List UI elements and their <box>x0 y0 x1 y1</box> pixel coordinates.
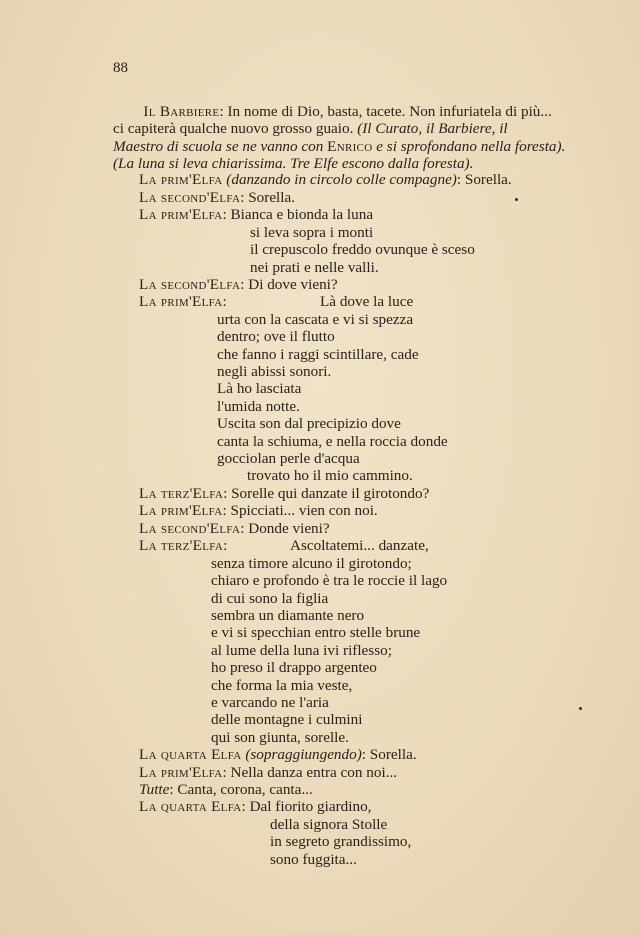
dialogue-line <box>139 520 330 537</box>
verse-line: qui son giunta, sorelle. <box>211 729 349 746</box>
verse-line: Uscita son dal precipizio dove <box>217 415 401 432</box>
dialogue-text: : Sorella. <box>456 171 512 188</box>
stage-direction: Maestro di scuola se ne vanno con <box>113 137 328 155</box>
speaker-name: La quarta Elfa <box>139 746 242 763</box>
prose-line <box>113 103 591 120</box>
speaker-name: Tutte <box>139 781 170 798</box>
dialogue-text: : Nella danza entra con noi... <box>222 764 398 781</box>
character-name: Enrico <box>327 137 373 155</box>
dialogue-text: : <box>223 537 228 554</box>
stage-direction: (sopraggiungendo) <box>245 746 362 763</box>
dialogue-line <box>139 746 417 763</box>
verse-line: Là ho lasciata <box>217 380 302 397</box>
dialogue-line <box>139 537 227 554</box>
verse-line: chiaro e profondo è tra le roccie il lago <box>211 572 448 589</box>
dialogue-text: : Bianca e bionda la luna <box>222 206 374 223</box>
stage-direction: (danzando in circolo colle compagne) <box>226 171 457 188</box>
verse-line: ho preso il drappo argenteo <box>211 659 377 676</box>
verse-line: senza timore alcuno il girotondo; <box>211 555 412 572</box>
speaker-name: La prim'Elfa <box>139 293 223 310</box>
dialogue-text: : Dal fiorito giardino, <box>241 798 372 815</box>
dialogue-text: : Spicciati... vien con noi. <box>222 502 378 519</box>
verse-line: sembra un diamante nero <box>211 607 365 624</box>
speaker-name: La prim'Elfa <box>139 171 223 188</box>
dialogue-line <box>139 276 338 293</box>
dialogue-text: : Donde vieni? <box>240 520 330 537</box>
prose-paragraph <box>113 103 591 173</box>
verse-line: trovato ho il mio cammino. <box>247 467 413 484</box>
speaker-name: La second'Elfa <box>139 276 241 293</box>
dialogue-text: : Canta, corona, canta... <box>169 781 313 798</box>
verse-line: nei prati e nelle valli. <box>250 259 379 276</box>
prose-line <box>113 138 591 155</box>
dialogue-text: : <box>222 293 227 310</box>
verse-line: e varcando ne l'aria <box>211 694 329 711</box>
paper-speck <box>515 198 518 201</box>
dialogue-line <box>139 764 397 781</box>
speaker-name: La terz'Elfa <box>139 485 224 502</box>
dialogue-line <box>139 293 227 310</box>
verse-line: Là dove la luce <box>320 293 414 310</box>
dialogue-text: : Sorella. <box>361 746 417 763</box>
verse-line: che fanno i raggi scintillare, cade <box>217 346 419 363</box>
verse-line: Ascoltatemi... danzate, <box>290 537 429 554</box>
dialogue-text: : Sorelle qui danzate il girotondo? <box>223 485 430 502</box>
page-number: 88 <box>113 60 128 76</box>
verse-line: delle montagne i culmini <box>211 711 363 728</box>
speaker-name: La second'Elfa <box>139 189 241 206</box>
dialogue-line <box>139 781 313 798</box>
speaker-name: La quarta Elfa <box>139 798 242 815</box>
verse-line: l'umida notte. <box>217 398 300 415</box>
dialogue-text: : Sorella. <box>240 189 296 206</box>
verse-line: negli abissi sonori. <box>217 363 332 380</box>
dialogue-text: : Di dove vieni? <box>240 276 338 293</box>
verse-line: della signora Stolle <box>270 816 388 833</box>
verse-line: di cui sono la figlia <box>211 590 329 607</box>
verse-line: gocciolan perle d'acqua <box>217 450 360 467</box>
stage-direction: (La luna si leva chiarissima. Tre Elfe escono dalla foresta). <box>113 155 474 173</box>
prose-line <box>113 155 591 172</box>
paper-speck <box>579 707 582 710</box>
dialogue-text: : In nome di Dio, basta, tacete. Non infuriatela di più... <box>219 103 552 120</box>
stage-direction: e si sprofondano nella foresta). <box>372 137 566 155</box>
verse-line: il crepuscolo freddo ovunque è sceso <box>250 241 475 258</box>
dialogue-line <box>139 171 512 188</box>
verse-line: dentro; ove il flutto <box>217 328 335 345</box>
dialogue-line <box>139 798 371 815</box>
verse-line: al lume della luna ivi riflesso; <box>211 642 392 659</box>
prose-line <box>113 120 591 137</box>
verse-line: e vi si specchian entro stelle brune <box>211 624 421 641</box>
verse-line: che forma la mia veste, <box>211 677 353 694</box>
dialogue-line <box>139 502 378 519</box>
speaker-name: Il Barbiere <box>143 103 220 120</box>
verse-line: canta la schiuma, e nella roccia donde <box>217 433 448 450</box>
speaker-name: La prim'Elfa <box>139 502 223 519</box>
dialogue-line <box>139 189 295 206</box>
stage-direction: (Il Curato, il Barbiere, il <box>357 120 508 138</box>
verse-line: in segreto grandissimo, <box>270 833 412 850</box>
dialogue-line <box>139 485 429 502</box>
dialogue-line <box>139 206 373 223</box>
verse-line: urta con la cascata e vi si spezza <box>217 311 414 328</box>
speaker-name: La prim'Elfa <box>139 206 223 223</box>
dialogue-text: ci capiterà qualche nuovo grosso guaio. <box>113 120 358 138</box>
speaker-name: La second'Elfa <box>139 520 241 537</box>
speaker-name: La prim'Elfa <box>139 764 223 781</box>
speaker-name: La terz'Elfa <box>139 537 224 554</box>
verse-line: sono fuggita... <box>270 851 357 868</box>
verse-line: si leva sopra i monti <box>250 224 374 241</box>
